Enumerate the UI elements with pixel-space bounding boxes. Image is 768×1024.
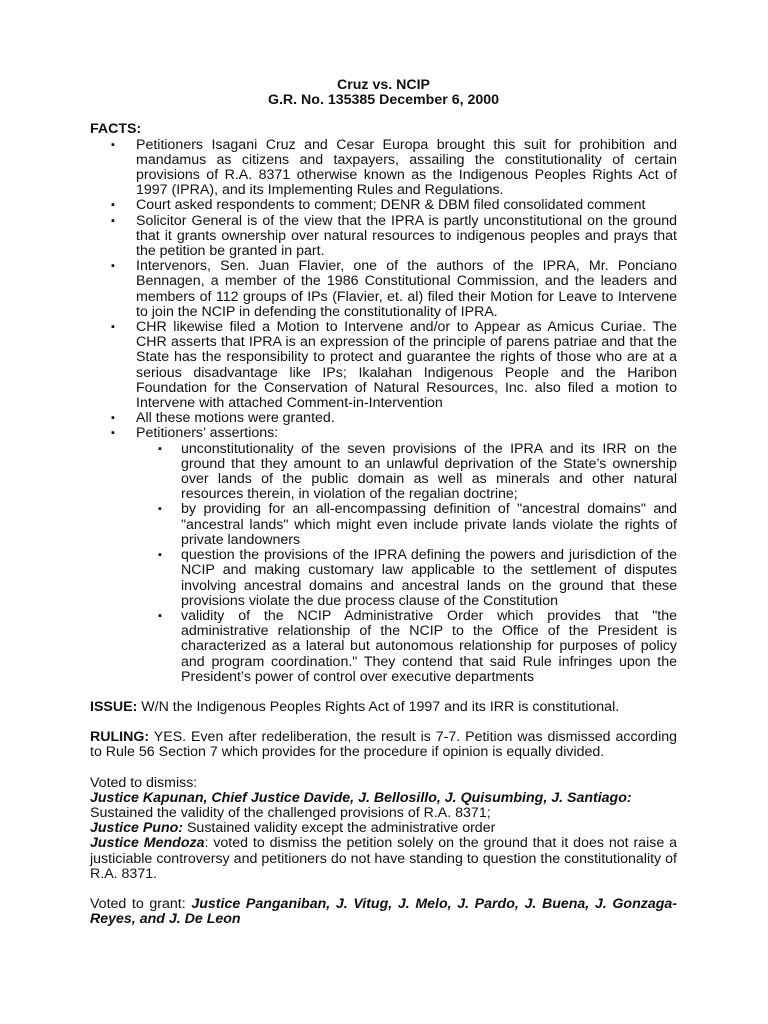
mendoza-opinion: [90, 836, 677, 882]
dismiss-justices: Justice Kapunan, Chief Justice Davide, J. Bellosillo, J. Quisumbing, J. Santiago:: [90, 789, 632, 806]
facts-heading: FACTS:: [90, 121, 142, 138]
voted-grant-label: Voted to grant:: [90, 895, 192, 912]
facts-item: ▪ Petitioners Isagani Cruz and Cesar Europa brought this suit for prohibition and mandamus as citizens and taxpayers, assailing the constitutionality of certain provisions of R.A. 8371 otherwise known as the Indigenous Peoples Rights Act of 1997 (IPRA), and its Implementing Rules and Regulations.: [90, 138, 677, 199]
votes-dismiss-block: [90, 776, 677, 882]
ruling-text: YES. Even after redeliberation, the result is 7-7. Petition was dismissed according to Rule 56 Section 7 which provides for the procedure if opinion is equally divided.: [90, 729, 677, 761]
mendoza-label: Justice Mendoza: [90, 835, 205, 852]
facts-item-assertions: [90, 426, 677, 684]
facts-item: ▪ CHR likewise filed a Motion to Intervene and/or to Appear as Amicus Curiae. The CHR asserts that IPRA is an expression of the principle of parens patriae and that the State has the responsibility to protect and guarantee the rights of those who are at a serious disadvantage like IPs; Ikalahan Indigenous People and the Haribon Foundation for the Conservation of Natural Resources, Inc. also filed a motion to Intervene with attached Comment-in-Intervention: [90, 320, 677, 411]
assertions-list: [136, 442, 677, 685]
case-title: Cruz vs. NCIP: [336, 77, 431, 93]
voted-dismiss-label: Voted to dismiss:: [90, 774, 198, 791]
facts-item: ▪ Court asked respondents to comment; DENR & DBM filed consolidated comment: [90, 198, 677, 213]
assertion-item: ▪ unconstitutionality of the seven provisions of the IPRA and its IRR on the ground that they amount to an unlawful deprivation of the State’s ownership over lands of the public domain as well as minerals and other natural resources therein, in violation of the regalian doctrine;: [90, 442, 677, 503]
assertions-label: Petitioners’ assertions:: [136, 425, 279, 442]
case-number-date: G.R. No. 135385 December 6, 2000: [267, 92, 500, 109]
grant-justices: Justice Panganiban, J. Vitug, J. Melo, J. Pardo, J. Buena, J. Gonzaga-Reyes, and J. De Leon: [90, 895, 677, 928]
votes-grant-paragraph: [90, 897, 677, 927]
issue-text: W/N the Indigenous Peoples Rights Act of 1997 and its IRR is constitutional.: [137, 698, 620, 715]
puno-label: Justice Puno:: [90, 820, 184, 837]
facts-list: [90, 138, 677, 685]
facts-item: ▪ All these motions were granted.: [90, 411, 677, 426]
facts-item: ▪ Intervenors, Sen. Juan Flavier, one of the authors of the IPRA, Mr. Ponciano Bennagen, a member of the 1986 Constitutional Commission, and the leaders and members of 112 groups of IPs (Flavier, et. al) filed their Motion for Leave to Intervene to join the NCIP in defending the constitutionality of IPRA.: [90, 259, 677, 320]
dismiss-opinion: Sustained the validity of the challenged provisions of R.A. 8371;: [90, 804, 491, 821]
assertion-item: ▪ question the provisions of the IPRA defining the powers and jurisdiction of the NCIP and making customary law applicable to the settlement of disputes involving ancestral domains and ancestral lands on the ground that these provisions violate the due process clause of the Constitution: [90, 548, 677, 609]
document-body: [90, 78, 677, 927]
facts-item: ▪ Solicitor General is of the view that the IPRA is partly unconstitutional on the ground that it grants ownership over natural resources to indigenous peoples and prays that the petition be granted in part.: [90, 214, 677, 260]
issue-heading: ISSUE:: [90, 698, 138, 715]
puno-text: Sustained validity except the administrative order: [183, 820, 496, 837]
issue-paragraph: [90, 700, 677, 715]
mendoza-text: : voted to dismiss the petition solely on the ground that it does not raise a justiciable controversy and petitioners do not have standing to question the constitutionality of R.A. 8371.: [90, 835, 677, 882]
ruling-heading: RULING:: [90, 729, 150, 746]
ruling-paragraph: [90, 730, 677, 760]
puno-opinion: [90, 821, 677, 836]
assertion-item: ▪ by providing for an all-encompassing definition of "ancestral domains" and "ancestral lands" which might even include private lands violate the rights of private landowners: [90, 502, 677, 548]
assertion-item: ▪ validity of the NCIP Administrative Order which provides that "the administrative relationship of the NCIP to the Office of the President is characterized as a lateral but autonomous relationship for purposes of policy and program coordination." They contend that said Rule infringes upon the President’s power of control over executive departments: [90, 609, 677, 685]
